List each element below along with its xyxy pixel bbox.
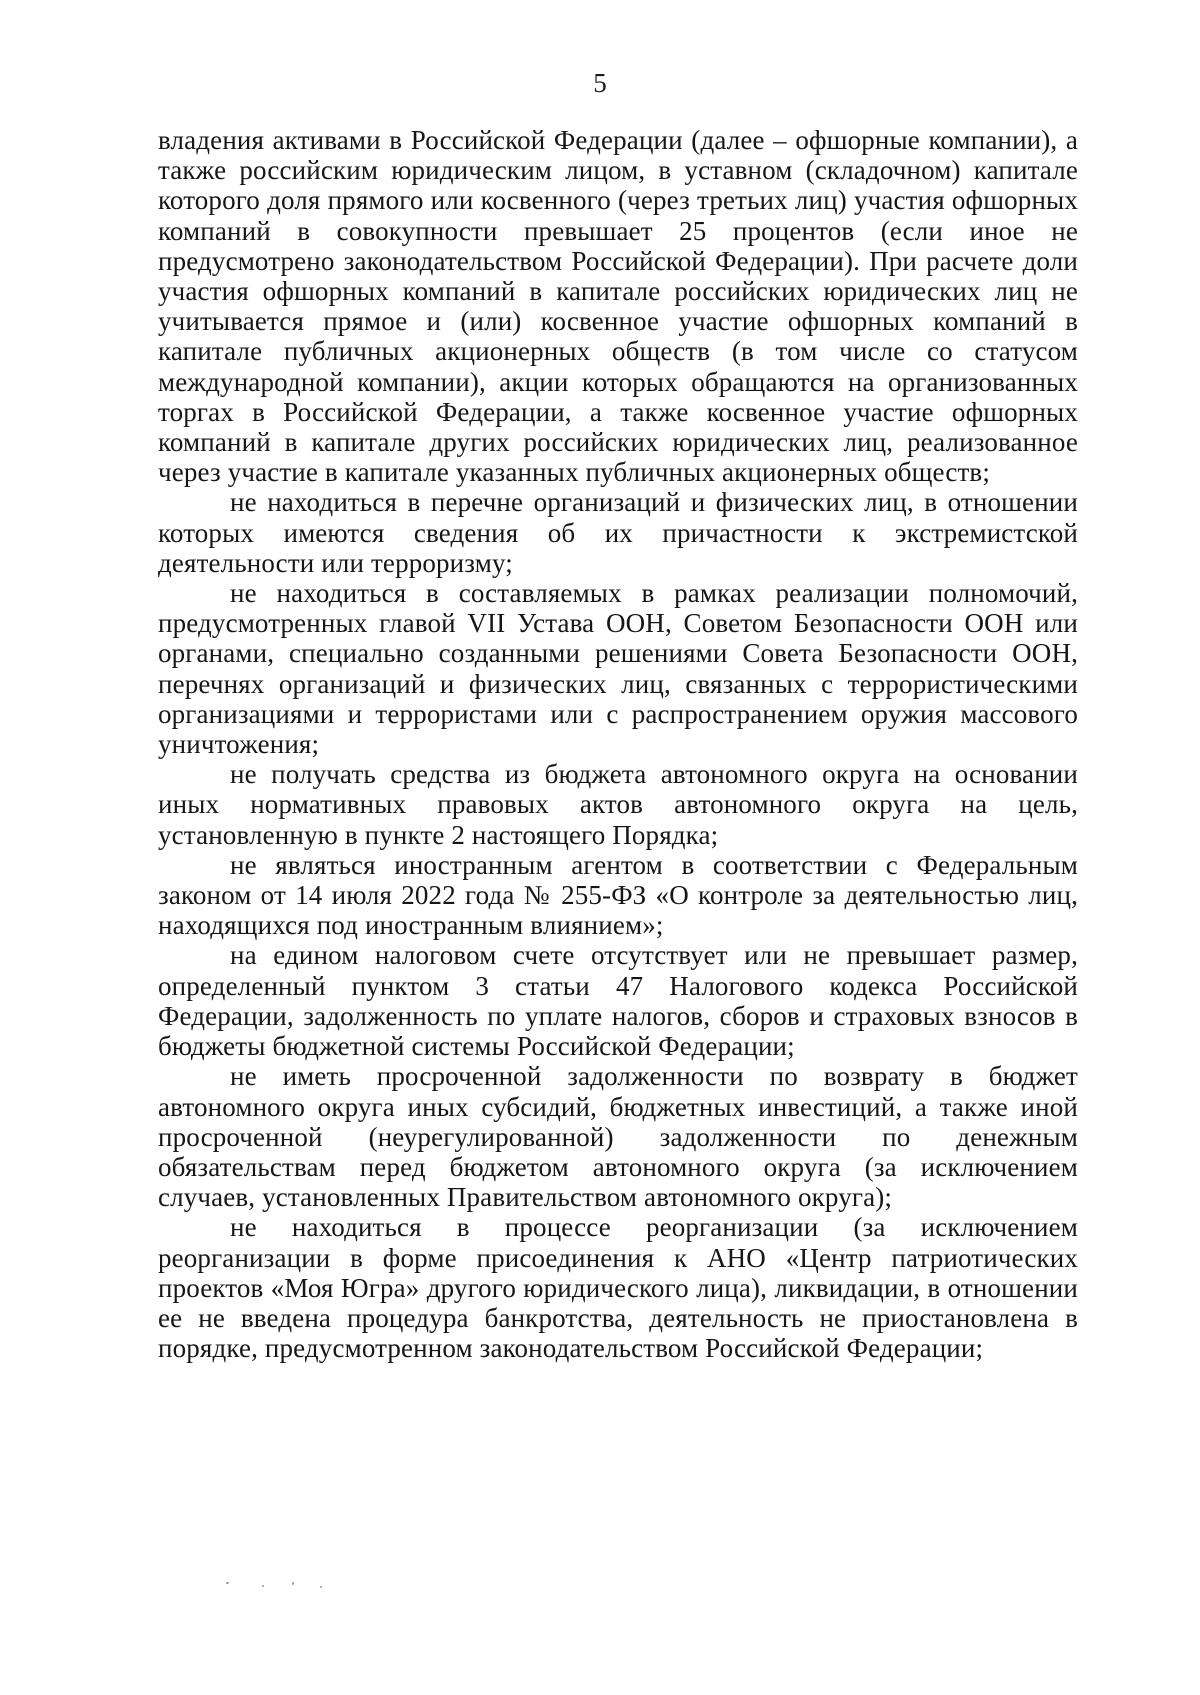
document-body xyxy=(158,125,1078,1363)
page-number: 5 xyxy=(593,68,607,98)
scan-speck xyxy=(292,1582,294,1585)
scan-speck xyxy=(262,1585,264,1587)
paragraph-budget-funds: не получать средства из бюджета автономного округа на основании иных нормативных правовых актов автономного округа на цель, установленную в пункте 2 настоящего Порядка; xyxy=(158,759,1078,850)
scan-speck xyxy=(226,1582,229,1584)
paragraph-tax-account: на едином налоговом счете отсутствует или не превышает размер, определенный пунктом 3 статьи 47 Налогового кодекса Российской Федерации, задолженность по уплате налогов, сборов и страховых взносов в бюджеты бюджетной системы Российской Федерации; xyxy=(158,940,1078,1062)
scan-speck xyxy=(320,1586,322,1588)
paragraph-foreign-agent: не являться иностранным агентом в соответствии с Федеральным законом от 14 июля 2022 года № 255-ФЗ «О контроле за деятельностью лиц, находящихся под иностранным влиянием»; xyxy=(158,849,1078,941)
paragraph-continuation: владения активами в Российской Федерации (далее – офшорные компании), а также российским юридическим лицом, в уставном (складочном) капитале которого доля прямого или косвенного (через третьих лиц) участия офшорных компаний в совокупности превышает 25 процентов (если иное не предусмотрено законодательством Российской Федерации). При расчете доли участия офшорных компаний в капитале российских юридических лиц не учитывается прямое и (или) косвенное участие офшорных компаний в капитале публичных акционерных обществ (в том числе со статусом международной компании), акции которых обращаются на организованных торгах в Российской Федерации, а также косвенное участие офшорных компаний в капитале других российских юридических лиц, реализованное через участие в капитале указанных публичных акционерных обществ; xyxy=(158,125,1078,488)
paragraph-reorganization: не находиться в процессе реорганизации (за исключением реорганизации в форме присоединения к АНО «Центр патриотических проектов «Моя Югра» другого юридического лица), ликвидации, в отношении ее не введена процедура банкротства, деятельность не приостановлена в порядке, предусмотренном законодательством Российской Федерации; xyxy=(158,1212,1078,1364)
paragraph-overdue-debt: не иметь просроченной задолженности по возврату в бюджет автономного округа иных субсидий, бюджетных инвестиций, а также иной просроченной (неурегулированной) задолженности по денежным обязательствам перед бюджетом автономного округа (за исключением случаев, установленных Правительством автономного округа); xyxy=(158,1061,1078,1213)
paragraph-un-lists: не находиться в составляемых в рамках реализации полномочий, предусмотренных главой VII Устава ООН, Советом Безопасности ООН или органами, специально созданными решениями Совета Безопасности ООН, перечнях организаций и физических лиц, связанных с террористическими организациями и террористами или с распространением оружия массового уничтожения; xyxy=(158,578,1078,760)
paragraph-extremism: не находиться в перечне организаций и физических лиц, в отношении которых имеются сведения об их причастности к экстремистской деятельности или терроризму; xyxy=(158,487,1078,578)
